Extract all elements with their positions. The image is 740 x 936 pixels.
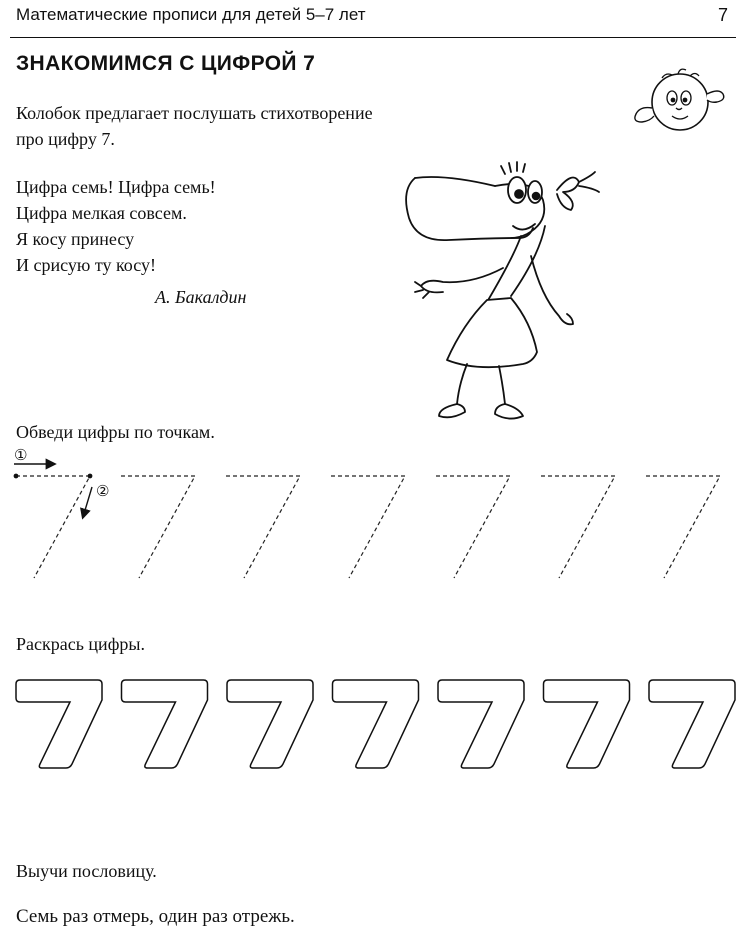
proverb-instruction: Выучи пословицу. <box>16 861 157 881</box>
coloring-digit[interactable] <box>333 680 419 768</box>
poem-line: И срисую ту косу! <box>16 255 156 275</box>
trace-digit[interactable] <box>226 476 300 578</box>
poem-line: Цифра семь! Цифра семь! <box>16 177 216 197</box>
poem-line: Цифра мелкая совсем. <box>16 203 187 223</box>
trace-area <box>0 455 740 590</box>
coloring-digit[interactable] <box>16 680 102 768</box>
trace-digit[interactable] <box>541 476 615 578</box>
trace-instruction: Обведи цифры по точкам. <box>16 422 215 442</box>
step-mark-2: ② <box>96 482 110 500</box>
kolobok-icon <box>628 64 732 140</box>
page-number: 7 <box>717 5 728 25</box>
book-title: Математические прописи для детей 5–7 лет <box>16 5 366 24</box>
trace-digit[interactable] <box>436 476 510 578</box>
intro-line: Колобок предлагает послушать стихотворение <box>16 103 373 123</box>
header-divider <box>10 37 736 38</box>
coloring-digit[interactable] <box>649 680 735 768</box>
arrow-down-icon <box>83 487 92 517</box>
coloring-digit[interactable] <box>122 680 208 768</box>
intro-line: про цифру 7. <box>16 129 115 149</box>
step-mark-1: ① <box>14 446 28 464</box>
poem-author: А. Бакалдин <box>155 287 247 307</box>
trace-digit[interactable] <box>121 476 195 578</box>
coloring-digit[interactable] <box>227 680 313 768</box>
coloring-digit[interactable] <box>544 680 630 768</box>
intro-text <box>16 100 476 152</box>
trace-digit[interactable] <box>14 474 93 578</box>
seven-character-icon <box>395 160 615 430</box>
color-instruction: Раскрась цифры. <box>16 634 145 654</box>
proverb-text: Семь раз отмерь, один раз отрежь. <box>16 906 295 927</box>
coloring-digit[interactable] <box>438 680 524 768</box>
page-heading: ЗНАКОМИМСЯ С ЦИФРОЙ 7 <box>16 52 316 75</box>
poem-line: Я косу принесу <box>16 229 135 249</box>
trace-digit[interactable] <box>331 476 405 578</box>
coloring-area <box>0 672 740 772</box>
trace-digit[interactable] <box>646 476 720 578</box>
poem <box>16 174 316 278</box>
